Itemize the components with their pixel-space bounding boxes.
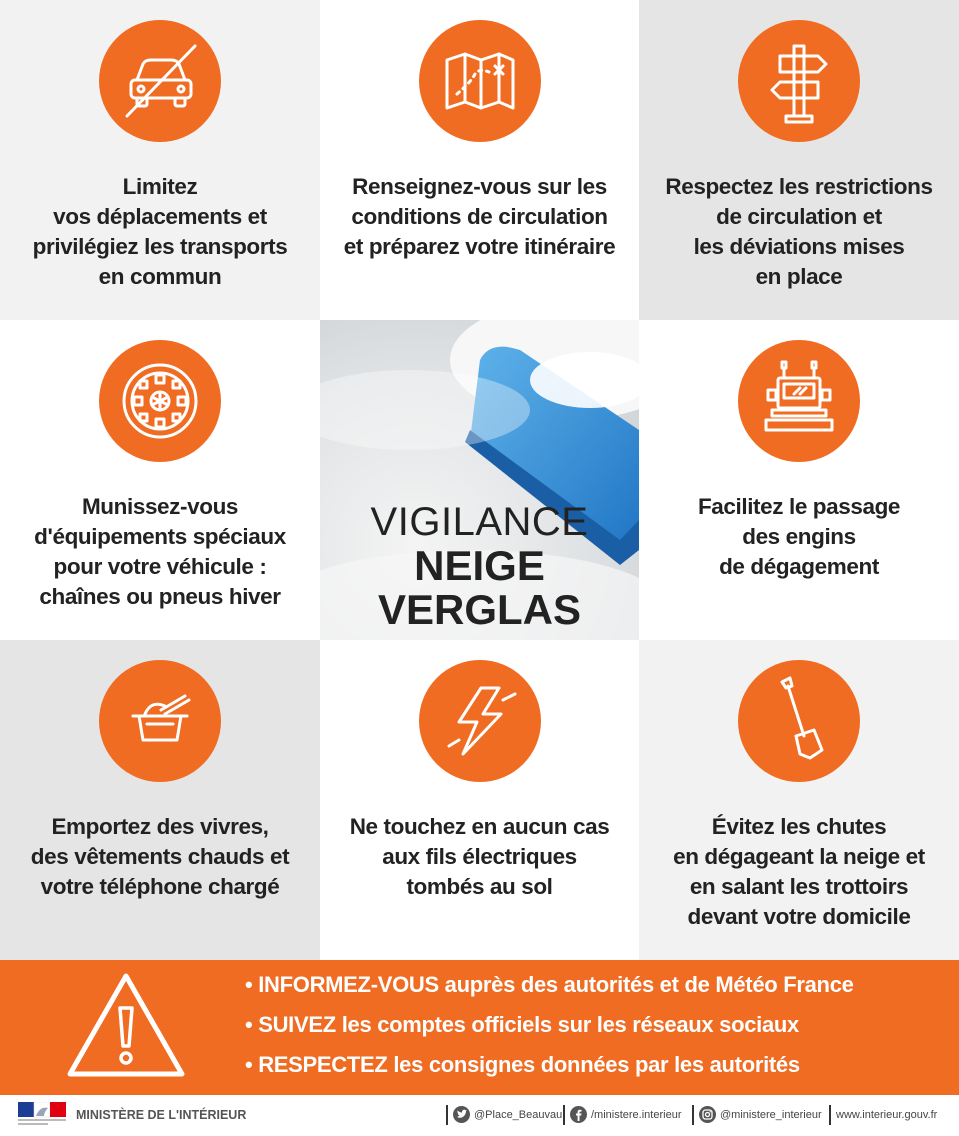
tile-text	[320, 172, 639, 262]
tile-line: votre téléphone chargé	[40, 874, 280, 899]
tile-text	[639, 492, 959, 582]
tile-winter-equipment	[0, 320, 320, 640]
banner-line	[245, 972, 854, 998]
tile-line: Munissez-vous	[81, 494, 239, 519]
separator	[563, 1105, 565, 1125]
bullet: •	[245, 1012, 253, 1037]
banner-line	[245, 1012, 799, 1038]
tile-line: conditions de circulation	[351, 204, 608, 229]
tile-text	[639, 172, 959, 292]
snow-tire-icon	[99, 340, 221, 462]
tile-text	[0, 172, 320, 292]
tile-line: Emportez des vivres,	[51, 814, 269, 839]
verglas-title: VERGLAS	[377, 586, 582, 633]
vigilance-photo-panel	[320, 320, 639, 640]
tile-line: vos déplacements et	[53, 204, 267, 229]
neige-title: NEIGE	[414, 542, 545, 589]
snow-shovel-icon	[738, 660, 860, 782]
tile-snowplow-passage	[639, 320, 959, 640]
tile-line: chaînes ou pneus hiver	[39, 584, 281, 609]
ministry-name: MINISTÈRE DE L'INTÉRIEUR	[76, 1108, 247, 1122]
tile-line: les déviations mises	[693, 234, 905, 259]
no-car-icon	[99, 20, 221, 142]
tile-line: aux fils électriques	[382, 844, 577, 869]
marianne-logo-icon	[18, 1102, 68, 1126]
warning-banner	[0, 960, 959, 1095]
tile-line: de dégagement	[719, 554, 879, 579]
tile-line: pour votre véhicule :	[53, 554, 267, 579]
facebook-icon[interactable]	[570, 1106, 587, 1123]
snowplow-icon	[738, 340, 860, 462]
banner-text: les comptes officiels sur les réseaux sociaux	[335, 1012, 799, 1037]
map-icon	[419, 20, 541, 142]
separator	[829, 1105, 831, 1125]
tile-text	[639, 812, 959, 932]
tile-electric-wires	[320, 640, 639, 960]
tile-bring-supplies	[0, 640, 320, 960]
food-basket-icon	[99, 660, 221, 782]
banner-strong: RESPECTEZ	[258, 1052, 388, 1077]
footer	[0, 1095, 959, 1136]
tile-line: privilégiez les transports	[32, 234, 288, 259]
tile-line: de circulation et	[716, 204, 882, 229]
tile-line: Facilitez le passage	[697, 494, 901, 519]
vigilance-title: VIGILANCE	[370, 500, 589, 544]
twitter-handle[interactable]: @Place_Beauvau	[474, 1109, 563, 1121]
tile-line: devant votre domicile	[687, 904, 911, 929]
tile-line: en salant les trottoirs	[689, 874, 909, 899]
tile-line: en place	[755, 264, 843, 289]
tile-line: Renseignez-vous sur les	[352, 174, 607, 199]
tile-route-info	[320, 0, 639, 320]
twitter-icon[interactable]	[453, 1106, 470, 1123]
tile-text	[320, 812, 639, 902]
tile-line: des engins	[742, 524, 856, 549]
tile-line: tombés au sol	[406, 874, 553, 899]
signpost-icon	[738, 20, 860, 142]
tile-line: d'équipements spéciaux	[34, 524, 286, 549]
banner-text: auprès des autorités et de Météo France	[438, 972, 854, 997]
separator	[446, 1105, 448, 1125]
instagram-icon[interactable]	[699, 1106, 716, 1123]
separator	[692, 1105, 694, 1125]
tile-line: Respectez les restrictions	[665, 174, 933, 199]
tile-respect-restrictions	[639, 0, 959, 320]
tile-line: Limitez	[122, 174, 198, 199]
banner-text: les consignes données par les autorités	[387, 1052, 800, 1077]
bullet: •	[245, 972, 253, 997]
warning-triangle-icon	[64, 970, 188, 1080]
bullet: •	[245, 1052, 253, 1077]
banner-strong: INFORMEZ-VOUS	[258, 972, 439, 997]
banner-strong: SUIVEZ	[258, 1012, 336, 1037]
electric-lightning-icon	[419, 660, 541, 782]
website-link[interactable]: www.interieur.gouv.fr	[836, 1109, 938, 1121]
banner-line	[245, 1052, 800, 1078]
tile-text	[0, 812, 320, 902]
tile-line: des vêtements chauds et	[30, 844, 290, 869]
tile-text	[0, 492, 320, 612]
tile-line: Ne touchez en aucun cas	[349, 814, 610, 839]
tile-limit-travel	[0, 0, 320, 320]
tile-line: en commun	[98, 264, 222, 289]
tile-line: Évitez les chutes	[711, 814, 887, 839]
tile-avoid-falls	[639, 640, 959, 960]
tile-line: en dégageant la neige et	[673, 844, 925, 869]
tile-line: et préparez votre itinéraire	[343, 234, 616, 259]
facebook-handle[interactable]: /ministere.interieur	[591, 1109, 682, 1121]
instagram-handle[interactable]: @ministere_interieur	[720, 1109, 822, 1121]
